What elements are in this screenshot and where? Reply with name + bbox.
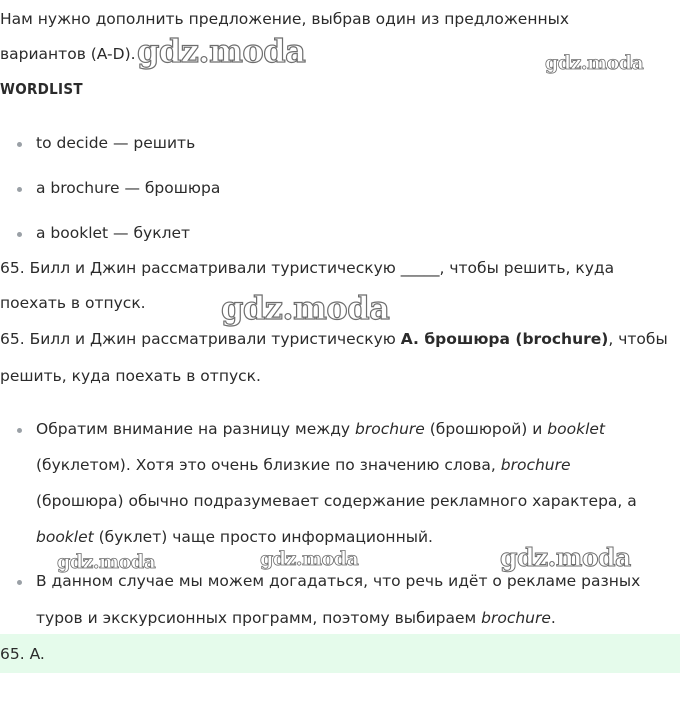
watermark-logo: gdz.moda: [545, 52, 644, 74]
solution-prefix: 65. Билл и Джин рассматривали туристическую: [0, 330, 401, 348]
wordlist-item: a brochure — брошюра: [36, 179, 221, 197]
explanation-line: (буклетом). Хотя это очень близкие по значению слова, brochure: [36, 456, 571, 474]
explanation-line: В данном случае мы можем догадаться, что речь идёт о рекламе разных: [36, 572, 641, 590]
explanation-line: (брошюра) обычно подразумевает содержание рекламного характера, а: [36, 492, 637, 510]
intro-line-1: Нам нужно дополнить предложение, выбрав один из предложенных: [0, 10, 570, 28]
watermark-logo: gdz.moda: [57, 551, 156, 573]
bullet-dot: [17, 232, 22, 237]
answer-text: 65. A.: [0, 645, 45, 663]
bullet-dot: [17, 580, 22, 585]
explanation-line: Обратим внимание на разницу между brochure (брошюрой) и booklet: [36, 420, 605, 438]
solution-line-1: [0, 329, 668, 349]
wordlist-item: to decide — решить: [36, 134, 196, 152]
question-line-1: 65. Билл и Джин рассматривали туристическую _____, чтобы решить, куда: [0, 259, 615, 277]
solution-answer: A. брошюра (brochure): [400, 330, 609, 348]
explanation-line: туров и экскурсионных программ, поэтому выбираем brochure.: [36, 609, 556, 627]
watermark-logo: gdz.moda: [137, 32, 306, 70]
watermark-logo: gdz.moda: [260, 548, 359, 570]
bullet-dot: [17, 142, 22, 147]
explanation-line: booklet (буклет) чаще просто информационный.: [36, 528, 433, 546]
bullet-dot: [17, 187, 22, 192]
solution-suffix: , чтобы: [608, 330, 668, 348]
wordlist-item: a booklet — буклет: [36, 224, 191, 242]
bullet-dot: [17, 428, 22, 433]
watermark-logo: gdz.moda: [221, 289, 390, 327]
question-line-2: поехать в отпуск.: [0, 294, 146, 312]
solution-line-2: решить, куда поехать в отпуск.: [0, 367, 261, 385]
watermark-logo: gdz.moda: [500, 543, 631, 572]
intro-line-2: вариантов (A-D).: [0, 45, 136, 63]
answer-bar: [0, 634, 680, 673]
wordlist-heading: WORDLIST: [0, 80, 83, 98]
